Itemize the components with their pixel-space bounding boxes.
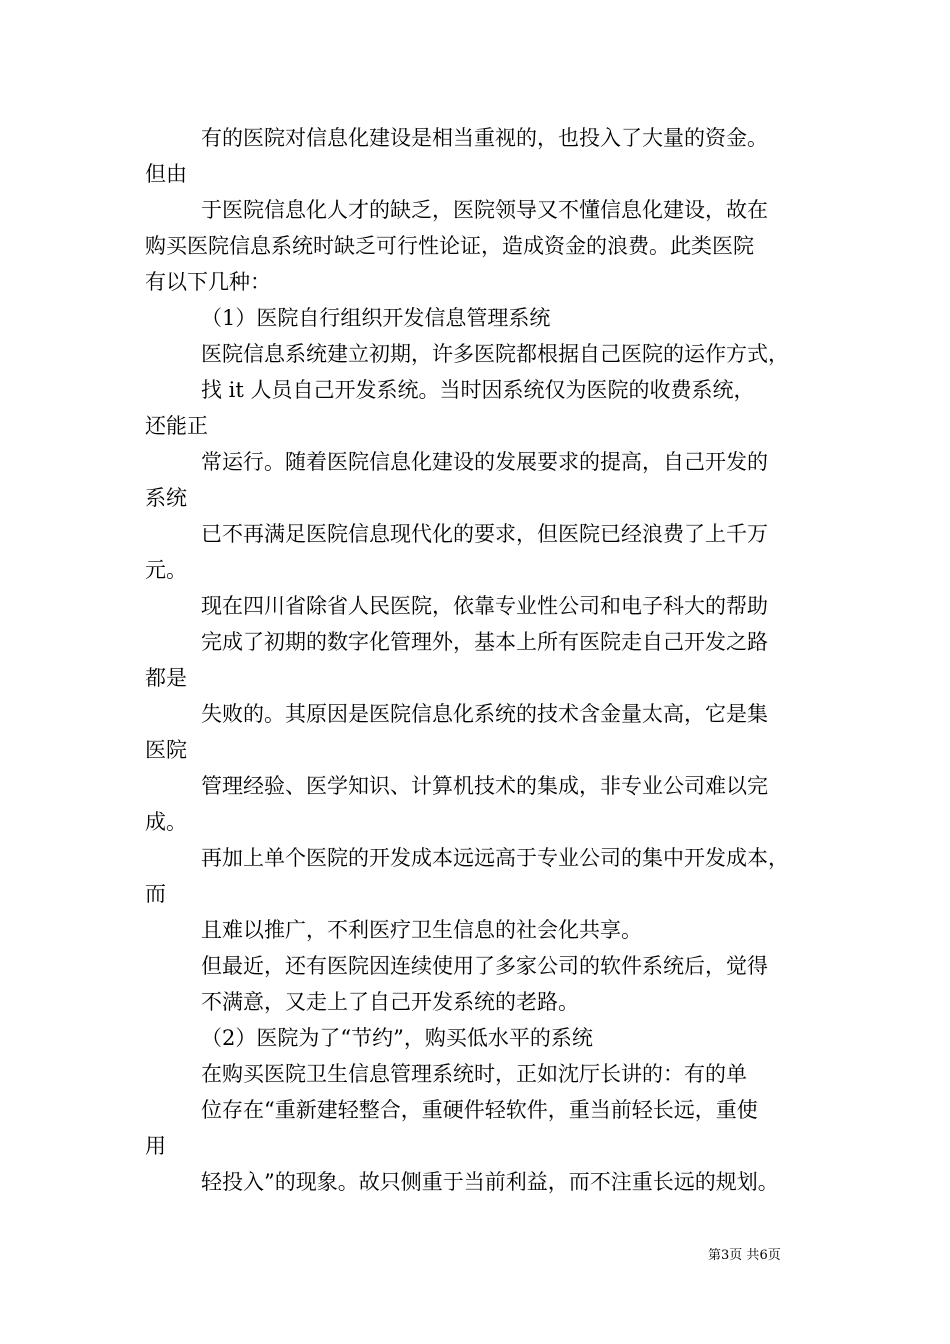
- text-line: 医院: [145, 738, 187, 762]
- footer-middle: 页 共: [729, 1248, 760, 1263]
- text-line: 轻投入”的现象。故只侧重于当前利益，而不注重长远的规划。: [201, 1170, 779, 1194]
- text-line: 还能正: [145, 414, 208, 438]
- page-footer: [708, 1248, 781, 1264]
- text-line: 购买医院信息系统时缺乏可行性论证，造成资金的浪费。此类医院: [145, 234, 754, 258]
- current-page-number: 3: [721, 1248, 730, 1263]
- text-line: 完成了初期的数字化管理外，基本上所有医院走自己开发之路: [201, 630, 768, 654]
- text-line: 用: [145, 1134, 166, 1158]
- text-line: 失败的。其原因是医院信息化系统的技术含金量太高，它是集: [201, 702, 768, 726]
- text-line: 系统: [145, 486, 187, 510]
- text-line: 有以下几种：: [145, 270, 271, 294]
- total-pages-number: 6: [759, 1248, 768, 1263]
- text-line: 于医院信息化人才的缺乏，医院领导又不懂信息化建设，故在: [201, 198, 768, 222]
- text-line: 医院信息系统建立初期，许多医院都根据自己医院的运作方式，: [201, 342, 789, 366]
- section-heading: （2）医院为了“节约”，购买低水平的系统: [201, 1026, 593, 1050]
- text-line: 已不再满足医院信息现代化的要求，但医院已经浪费了上千万: [201, 522, 768, 546]
- text-line: 而: [145, 882, 166, 906]
- text-line: 常运行。随着医院信息化建设的发展要求的提高，自己开发的: [201, 450, 768, 474]
- text-line: 有的医院对信息化建设是相当重视的，也投入了大量的资金。: [201, 126, 768, 150]
- text-line: 现在四川省除省人民医院，依靠专业性公司和电子科大的帮助: [201, 594, 768, 618]
- footer-prefix: 第: [708, 1248, 722, 1263]
- text-line: 再加上单个医院的开发成本远远高于专业公司的集中开发成本，: [201, 846, 789, 870]
- text-line: 且难以推广，不利医疗卫生信息的社会化共享。: [201, 918, 642, 942]
- text-line: 元。: [145, 558, 187, 582]
- text-line: 不满意，又走上了自己开发系统的老路。: [201, 990, 579, 1014]
- text-line: 但最近，还有医院因连续使用了多家公司的软件系统后，觉得: [201, 954, 768, 978]
- text-line: 找 it 人员自己开发系统。当时因系统仅为医院的收费系统，: [201, 378, 755, 402]
- text-line: 在购买医院卫生信息管理系统时，正如沈厅长讲的：有的单: [201, 1062, 747, 1086]
- text-line: 但由: [145, 162, 187, 186]
- section-heading: （1）医院自行组织开发信息管理系统: [201, 306, 551, 330]
- text-line: 都是: [145, 666, 187, 690]
- text-line: 成。: [145, 810, 187, 834]
- text-line: 位存在“重新建轻整合，重硬件轻软件，重当前轻长远，重使: [201, 1098, 758, 1122]
- text-line: 管理经验、医学知识、计算机技术的集成，非专业公司难以完: [201, 774, 768, 798]
- footer-suffix: 页: [767, 1248, 781, 1263]
